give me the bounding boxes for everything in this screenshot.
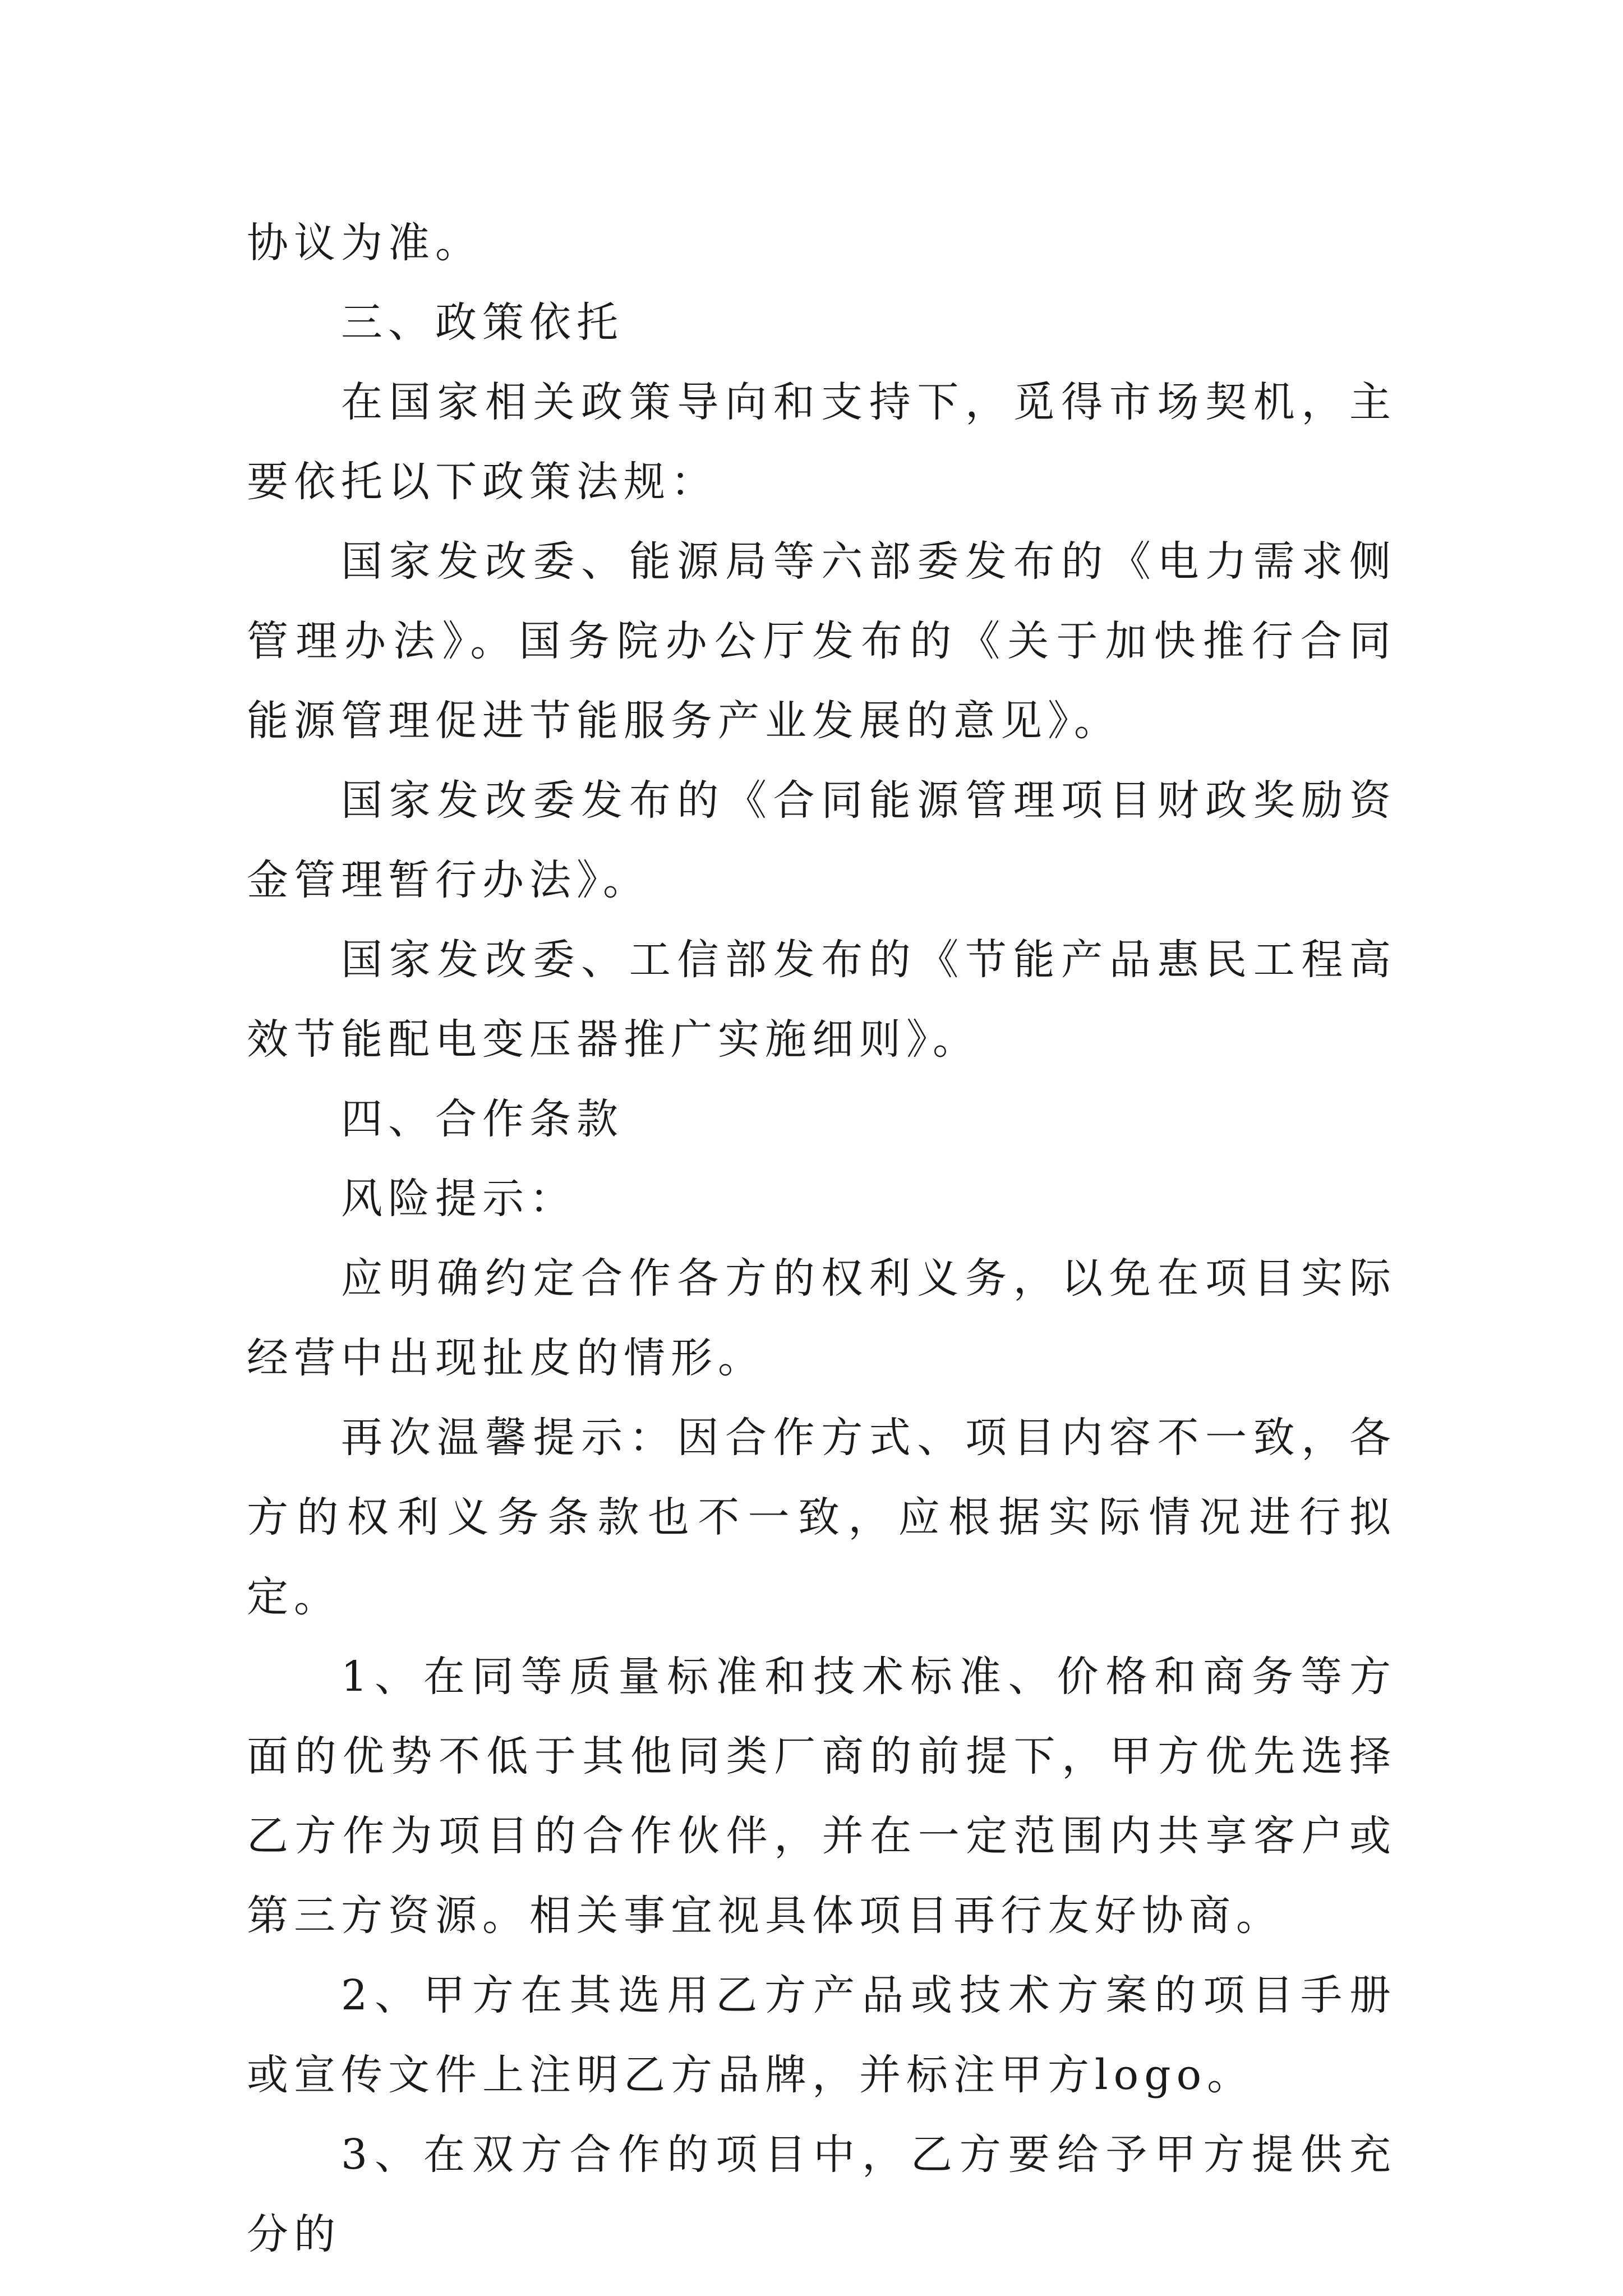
paragraph: 风险提示： xyxy=(341,1175,577,1223)
paragraph: 国家发改委、工信部发布的《节能产品惠民工程高效节能配电变压器推广实施细则》。 xyxy=(247,936,1396,1064)
section-heading: 四、合作条款 xyxy=(341,1095,624,1143)
paragraph: 应明确约定合作各方的权利义务，以免在项目实际经营中出现扯皮的情形。 xyxy=(247,1254,1396,1382)
paragraph: 再次温馨提示：因合作方式、项目内容不一致，各方的权利义务条款也不一致，应根据实际情况进行拟定。 xyxy=(247,1414,1396,1621)
paragraph: 1、在同等质量标准和技术标准、价格和商务等方面的优势不低于其他同类厂商的前提下，甲方优先选择乙方作为项目的合作伙伴，并在一定范围内共享客户或第三方资源。相关事宜视具体项目再行友好协商。 xyxy=(247,1653,1396,1940)
paragraph: 在国家相关政策导向和支持下，觅得市场契机，主要依托以下政策法规： xyxy=(247,378,1396,506)
paragraph: 国家发改委、能源局等六部委发布的《电力需求侧管理办法》。国务院办公厅发布的《关于加快推行合同能源管理促进节能服务产业发展的意见》。 xyxy=(247,537,1396,745)
section-heading: 三、政策依托 xyxy=(341,298,624,347)
paragraph: 国家发改委发布的《合同能源管理项目财政奖励资金管理暂行办法》。 xyxy=(247,776,1396,904)
document-body xyxy=(247,203,1396,2274)
paragraph: 3、在双方合作的项目中，乙方要给予甲方提供充分的 xyxy=(247,2131,1396,2258)
paragraph: 2、甲方在其选用乙方产品或技术方案的项目手册或宣传文件上注明乙方品牌，并标注甲方logo。 xyxy=(247,1971,1396,2099)
paragraph: 协议为准。 xyxy=(247,219,482,267)
